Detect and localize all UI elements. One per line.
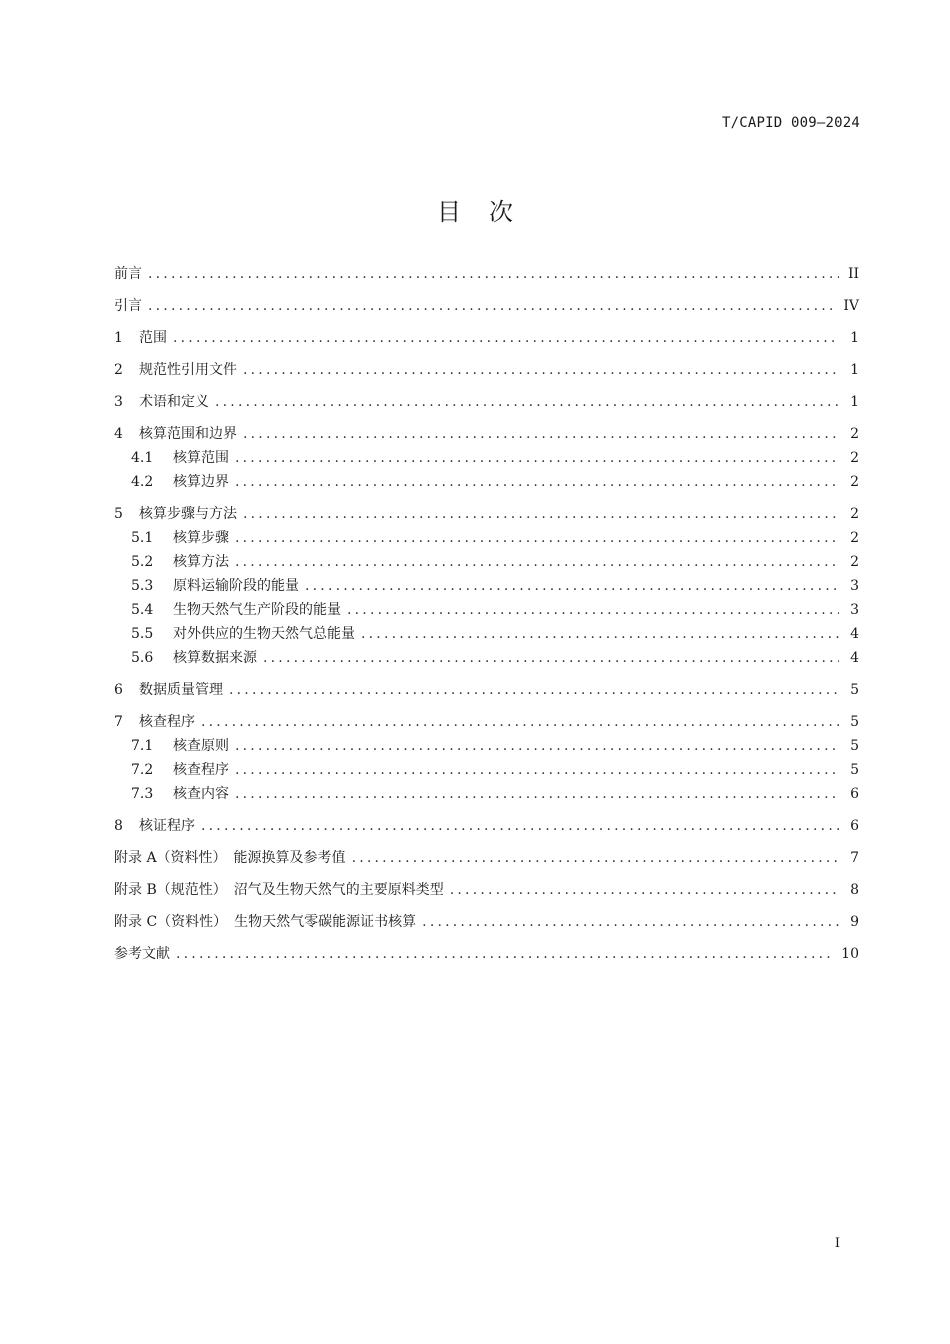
toc-dot-leader: [148, 294, 837, 318]
toc-entry-label: 核算方法: [173, 554, 229, 570]
toc-dot-leader: [361, 622, 839, 646]
toc-entry[interactable]: [114, 734, 859, 758]
toc-entry[interactable]: [114, 326, 859, 350]
toc-entry[interactable]: [114, 710, 859, 734]
toc-dot-leader: [263, 646, 839, 670]
toc-entry-label: 引言: [114, 298, 142, 314]
toc-entry-label: 范围: [139, 330, 167, 346]
toc-dot-leader: [201, 710, 839, 734]
toc-entry-label: 数据质量管理: [139, 682, 223, 698]
toc-dot-leader: [450, 878, 839, 902]
toc-entry-page: 5: [850, 738, 859, 754]
toc-entry-number: 3: [114, 394, 123, 410]
toc-entry-number: 2: [114, 362, 123, 378]
toc-entry-page: 2: [850, 426, 859, 442]
toc-entry-page: 3: [850, 578, 859, 594]
toc-entry-page: 6: [850, 818, 859, 834]
toc-entry-page: 5: [850, 762, 859, 778]
toc-entry-number: 1: [114, 330, 123, 346]
toc-dot-leader: [347, 598, 839, 622]
toc-entry[interactable]: [114, 814, 859, 838]
toc-entry-label: 对外供应的生物天然气总能量: [173, 626, 355, 642]
toc-entry-page: 3: [850, 602, 859, 618]
toc-entry-page: IV: [843, 298, 859, 314]
toc-entry-page: 6: [850, 786, 859, 802]
toc-dot-leader: [235, 734, 839, 758]
toc-entry-number: 5.6: [131, 650, 154, 666]
toc-entry-number: 4.1: [131, 450, 154, 466]
toc-entry-page: 4: [850, 650, 859, 666]
toc-dot-leader: [235, 526, 839, 550]
toc-dot-leader: [352, 846, 839, 870]
toc-entry[interactable]: [114, 942, 859, 966]
toc-title: 目次: [437, 198, 541, 226]
toc-dot-leader: [243, 358, 839, 382]
toc-entry-label: 原料运输阶段的能量: [173, 578, 299, 594]
toc-entry[interactable]: [114, 598, 859, 622]
toc-dot-leader: [235, 782, 839, 806]
toc-entry[interactable]: [114, 550, 859, 574]
toc-entry-label: 核算边界: [173, 474, 229, 490]
toc-entry-number: 7.2: [131, 762, 154, 778]
toc-entry-page: 5: [850, 714, 859, 730]
toc-entry-label: 核查原则: [173, 738, 229, 754]
toc-entry-label: 参考文献: [114, 946, 170, 962]
toc-dot-leader: [422, 910, 839, 934]
toc-entry-number: 5.2: [131, 554, 154, 570]
toc-entry[interactable]: [114, 526, 859, 550]
toc-entry-label: 核证程序: [139, 818, 195, 834]
toc-dot-leader: [305, 574, 839, 598]
toc-entry-page: II: [847, 266, 859, 282]
toc-entry[interactable]: [114, 622, 859, 646]
toc-entry[interactable]: [114, 422, 859, 446]
toc-entry-number: 6: [114, 682, 123, 698]
toc-entry-number: 8: [114, 818, 123, 834]
toc-entry-label: 核算数据来源: [173, 650, 257, 666]
toc-dot-leader: [215, 390, 839, 414]
toc-entry-page: 10: [841, 946, 859, 962]
toc-entry-label: 前言: [114, 266, 142, 282]
toc-entry[interactable]: [114, 782, 859, 806]
toc-entry[interactable]: [114, 502, 859, 526]
toc-dot-leader: [235, 758, 839, 782]
toc-entry[interactable]: [114, 574, 859, 598]
toc-dot-leader: [243, 422, 839, 446]
toc-entry-page: 2: [850, 450, 859, 466]
toc-entry[interactable]: [114, 358, 859, 382]
toc-dot-leader: [173, 326, 839, 350]
toc-entry-label: 核查程序: [173, 762, 229, 778]
toc-dot-leader: [201, 814, 839, 838]
toc-entry-label: 核查内容: [173, 786, 229, 802]
document-code: T/CAPID 009—2024: [721, 115, 860, 131]
toc-entry-number: 5: [114, 506, 123, 522]
toc-entry-number: 7.3: [131, 786, 154, 802]
toc-entry-label: 附录 B（规范性） 沼气及生物天然气的主要原料类型: [114, 882, 444, 898]
toc-entry-page: 2: [850, 506, 859, 522]
toc-entry[interactable]: [114, 294, 859, 318]
toc-dot-leader: [229, 678, 839, 702]
toc-entry-label: 核算步骤: [173, 530, 229, 546]
toc-entry[interactable]: [114, 678, 859, 702]
toc-entry[interactable]: [114, 846, 859, 870]
toc-entry-number: 5.5: [131, 626, 154, 642]
toc-dot-leader: [235, 470, 839, 494]
toc-entry[interactable]: [114, 646, 859, 670]
toc-entry-page: 9: [850, 914, 859, 930]
toc-dot-leader: [243, 502, 839, 526]
toc-entry[interactable]: [114, 878, 859, 902]
toc-entry-number: 5.3: [131, 578, 154, 594]
toc-entry[interactable]: [114, 390, 859, 414]
toc-entry[interactable]: [114, 470, 859, 494]
toc-entry-label: 核算范围: [173, 450, 229, 466]
toc-entry[interactable]: [114, 910, 859, 934]
toc-entry-label: 规范性引用文件: [139, 362, 237, 378]
toc-entry-label: 术语和定义: [139, 394, 209, 410]
toc-entry-number: 4: [114, 426, 123, 442]
toc-entry-label: 附录 C（资料性） 生物天然气零碳能源证书核算: [114, 914, 417, 930]
toc-entry-label: 附录 A（资料性） 能源换算及参考值: [114, 850, 346, 866]
toc-entry-page: 4: [850, 626, 859, 642]
toc-entry-page: 2: [850, 554, 859, 570]
toc-entry-page: 7: [850, 850, 859, 866]
toc-entry-number: 4.2: [131, 474, 154, 490]
toc-dot-leader: [176, 942, 835, 966]
toc-entry[interactable]: [114, 262, 859, 286]
toc-entry[interactable]: [114, 446, 859, 470]
toc-entry-number: 7: [114, 714, 123, 730]
toc-dot-leader: [148, 262, 839, 286]
toc-entry[interactable]: [114, 758, 859, 782]
toc-entry-page: 1: [850, 394, 859, 410]
toc-entry-page: 1: [850, 362, 859, 378]
page-number: I: [834, 1236, 840, 1251]
toc-entry-page: 5: [850, 682, 859, 698]
table-of-contents: [114, 262, 859, 966]
toc-entry-number: 7.1: [131, 738, 154, 754]
toc-entry-page: 1: [850, 330, 859, 346]
toc-entry-page: 2: [850, 474, 859, 490]
toc-entry-label: 核算范围和边界: [139, 426, 237, 442]
toc-entry-page: 2: [850, 530, 859, 546]
toc-entry-label: 生物天然气生产阶段的能量: [173, 602, 341, 618]
toc-entry-page: 8: [850, 882, 859, 898]
toc-entry-number: 5.4: [131, 602, 154, 618]
toc-entry-label: 核查程序: [139, 714, 195, 730]
toc-entry-number: 5.1: [131, 530, 154, 546]
toc-dot-leader: [235, 446, 839, 470]
toc-entry-label: 核算步骤与方法: [139, 506, 237, 522]
toc-dot-leader: [235, 550, 839, 574]
